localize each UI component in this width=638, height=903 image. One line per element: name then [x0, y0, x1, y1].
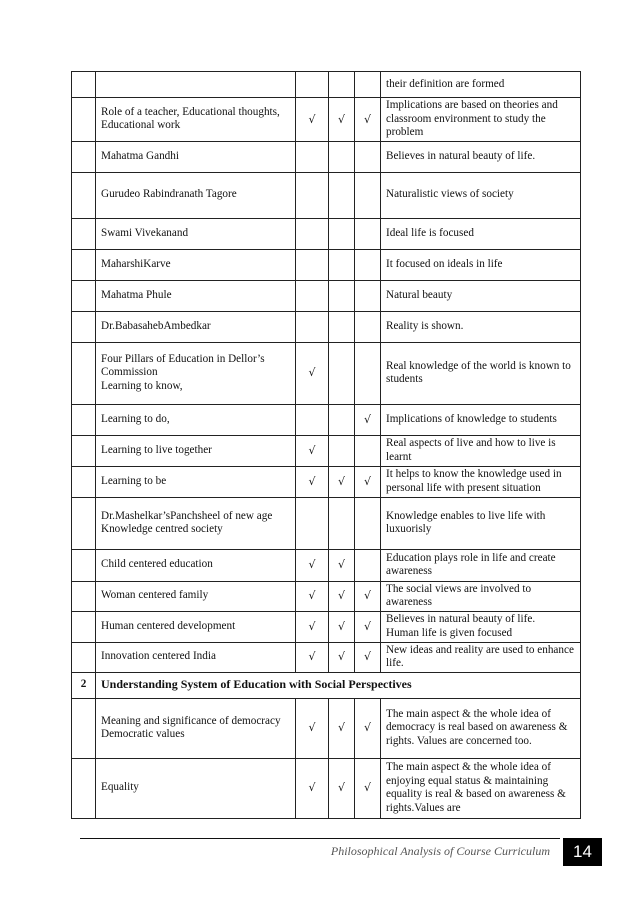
- remark-cell: Believes in natural beauty of life. Human life is given focused: [381, 611, 581, 642]
- check-cell: √: [296, 698, 329, 758]
- check-cell: √: [329, 642, 355, 672]
- topic-cell: Human centered development: [96, 611, 296, 642]
- check-cell: [329, 311, 355, 342]
- table-row: [72, 72, 581, 98]
- row-number: [72, 98, 96, 142]
- check-cell: [296, 404, 329, 435]
- topic-cell: Role of a teacher, Educational thoughts, Educational work: [96, 98, 296, 142]
- remark-cell: It helps to know the knowledge used in personal life with present situation: [381, 466, 581, 497]
- table-row: [72, 611, 581, 642]
- table-row: [72, 172, 581, 218]
- row-number: [72, 311, 96, 342]
- row-number: [72, 611, 96, 642]
- check-cell: [329, 404, 355, 435]
- remark-cell: their definition are formed: [381, 72, 581, 98]
- topic-cell: Innovation centered India: [96, 642, 296, 672]
- section-title: Understanding System of Education with Social Perspectives: [96, 672, 581, 698]
- check-cell: √: [296, 611, 329, 642]
- check-cell: [296, 497, 329, 549]
- check-cell: [355, 249, 381, 280]
- table-row: [72, 549, 581, 581]
- row-number: [72, 758, 96, 818]
- table-row: [72, 280, 581, 311]
- remark-cell: Education plays role in life and create awareness: [381, 549, 581, 581]
- check-cell: [296, 311, 329, 342]
- check-cell: [329, 172, 355, 218]
- table-row: [72, 698, 581, 758]
- topic-cell: Swami Vivekanand: [96, 218, 296, 249]
- remark-cell: Implications of knowledge to students: [381, 404, 581, 435]
- check-cell: √: [296, 581, 329, 611]
- table-row: [72, 581, 581, 611]
- check-cell: [329, 435, 355, 466]
- check-cell: √: [329, 466, 355, 497]
- topic-cell: Four Pillars of Education in Dellor’s Commission Learning to know,: [96, 342, 296, 404]
- check-cell: [355, 311, 381, 342]
- check-cell: √: [296, 435, 329, 466]
- check-cell: [355, 497, 381, 549]
- check-cell: [355, 342, 381, 404]
- check-cell: √: [296, 98, 329, 142]
- row-number: [72, 497, 96, 549]
- row-number: [72, 218, 96, 249]
- check-cell: [329, 342, 355, 404]
- topic-cell: Dr.BabasahebAmbedkar: [96, 311, 296, 342]
- check-cell: [329, 497, 355, 549]
- check-cell: [355, 549, 381, 581]
- check-cell: [296, 72, 329, 98]
- check-cell: [329, 218, 355, 249]
- check-cell: √: [355, 404, 381, 435]
- table-row: [72, 249, 581, 280]
- check-cell: [329, 280, 355, 311]
- topic-cell: [96, 72, 296, 98]
- row-number: [72, 466, 96, 497]
- check-cell: [296, 172, 329, 218]
- check-cell: √: [296, 758, 329, 818]
- topic-cell: Equality: [96, 758, 296, 818]
- table-row: [72, 311, 581, 342]
- footer-title: Philosophical Analysis of Course Curriculum: [330, 844, 550, 858]
- check-cell: √: [355, 98, 381, 142]
- check-cell: √: [329, 611, 355, 642]
- check-cell: [355, 280, 381, 311]
- section-number: 2: [72, 672, 96, 698]
- check-cell: [296, 249, 329, 280]
- check-cell: √: [296, 466, 329, 497]
- topic-cell: Learning to be: [96, 466, 296, 497]
- check-cell: √: [329, 98, 355, 142]
- row-number: [72, 698, 96, 758]
- topic-cell: Dr.Mashelkar’sPanchsheel of new age Knowledge centred society: [96, 497, 296, 549]
- check-cell: √: [296, 549, 329, 581]
- check-cell: √: [355, 758, 381, 818]
- remark-cell: Natural beauty: [381, 280, 581, 311]
- row-number: [72, 141, 96, 172]
- table-row: [72, 497, 581, 549]
- table-row: [72, 758, 581, 818]
- check-cell: √: [355, 642, 381, 672]
- check-cell: [296, 280, 329, 311]
- footer-rule: [80, 838, 560, 839]
- check-cell: [355, 435, 381, 466]
- remark-cell: Knowledge enables to live life with luxuorisly: [381, 497, 581, 549]
- remark-cell: The social views are involved to awareness: [381, 581, 581, 611]
- table-row: [72, 342, 581, 404]
- check-cell: [355, 141, 381, 172]
- table-row: [72, 218, 581, 249]
- table-row: [72, 98, 581, 142]
- table-row: [72, 435, 581, 466]
- curriculum-analysis-table: [71, 71, 581, 819]
- row-number: [72, 249, 96, 280]
- row-number: [72, 280, 96, 311]
- topic-cell: MaharshiKarve: [96, 249, 296, 280]
- check-cell: √: [355, 581, 381, 611]
- remark-cell: Real knowledge of the world is known to students: [381, 342, 581, 404]
- section-row: [72, 672, 581, 698]
- row-number: [72, 581, 96, 611]
- table-row: [72, 642, 581, 672]
- check-cell: √: [329, 758, 355, 818]
- check-cell: √: [329, 698, 355, 758]
- remark-cell: Ideal life is focused: [381, 218, 581, 249]
- table-row: [72, 466, 581, 497]
- check-cell: [329, 141, 355, 172]
- check-cell: [296, 141, 329, 172]
- row-number: [72, 404, 96, 435]
- remark-cell: It focused on ideals in life: [381, 249, 581, 280]
- remark-cell: Implications are based on theories and classroom environment to study the problem: [381, 98, 581, 142]
- row-number: [72, 435, 96, 466]
- topic-cell: Child centered education: [96, 549, 296, 581]
- topic-cell: Meaning and significance of democracy Democratic values: [96, 698, 296, 758]
- check-cell: [355, 218, 381, 249]
- row-number: [72, 172, 96, 218]
- topic-cell: Learning to live together: [96, 435, 296, 466]
- check-cell: √: [355, 611, 381, 642]
- check-cell: √: [296, 342, 329, 404]
- check-cell: [329, 72, 355, 98]
- remark-cell: The main aspect & the whole idea of democracy is real based on awareness & rights. Values are concerned too.: [381, 698, 581, 758]
- check-cell: √: [296, 642, 329, 672]
- check-cell: [296, 218, 329, 249]
- remark-cell: New ideas and reality are used to enhance life.: [381, 642, 581, 672]
- remark-cell: Real aspects of live and how to live is learnt: [381, 435, 581, 466]
- check-cell: [329, 249, 355, 280]
- topic-cell: Gurudeo Rabindranath Tagore: [96, 172, 296, 218]
- row-number: [72, 342, 96, 404]
- topic-cell: Mahatma Phule: [96, 280, 296, 311]
- remark-cell: Reality is shown.: [381, 311, 581, 342]
- remark-cell: Naturalistic views of society: [381, 172, 581, 218]
- check-cell: [355, 72, 381, 98]
- topic-cell: Woman centered family: [96, 581, 296, 611]
- topic-cell: Mahatma Gandhi: [96, 141, 296, 172]
- table-row: [72, 404, 581, 435]
- page-number: 14: [563, 838, 602, 866]
- topic-cell: Learning to do,: [96, 404, 296, 435]
- row-number: [72, 72, 96, 98]
- row-number: [72, 642, 96, 672]
- check-cell: [355, 172, 381, 218]
- row-number: [72, 549, 96, 581]
- remark-cell: Believes in natural beauty of life.: [381, 141, 581, 172]
- check-cell: √: [329, 549, 355, 581]
- table-row: [72, 141, 581, 172]
- check-cell: √: [355, 466, 381, 497]
- remark-cell: The main aspect & the whole idea of enjoying equal status & maintaining equality is real & based on awareness & rights.Values are: [381, 758, 581, 818]
- check-cell: √: [355, 698, 381, 758]
- check-cell: √: [329, 581, 355, 611]
